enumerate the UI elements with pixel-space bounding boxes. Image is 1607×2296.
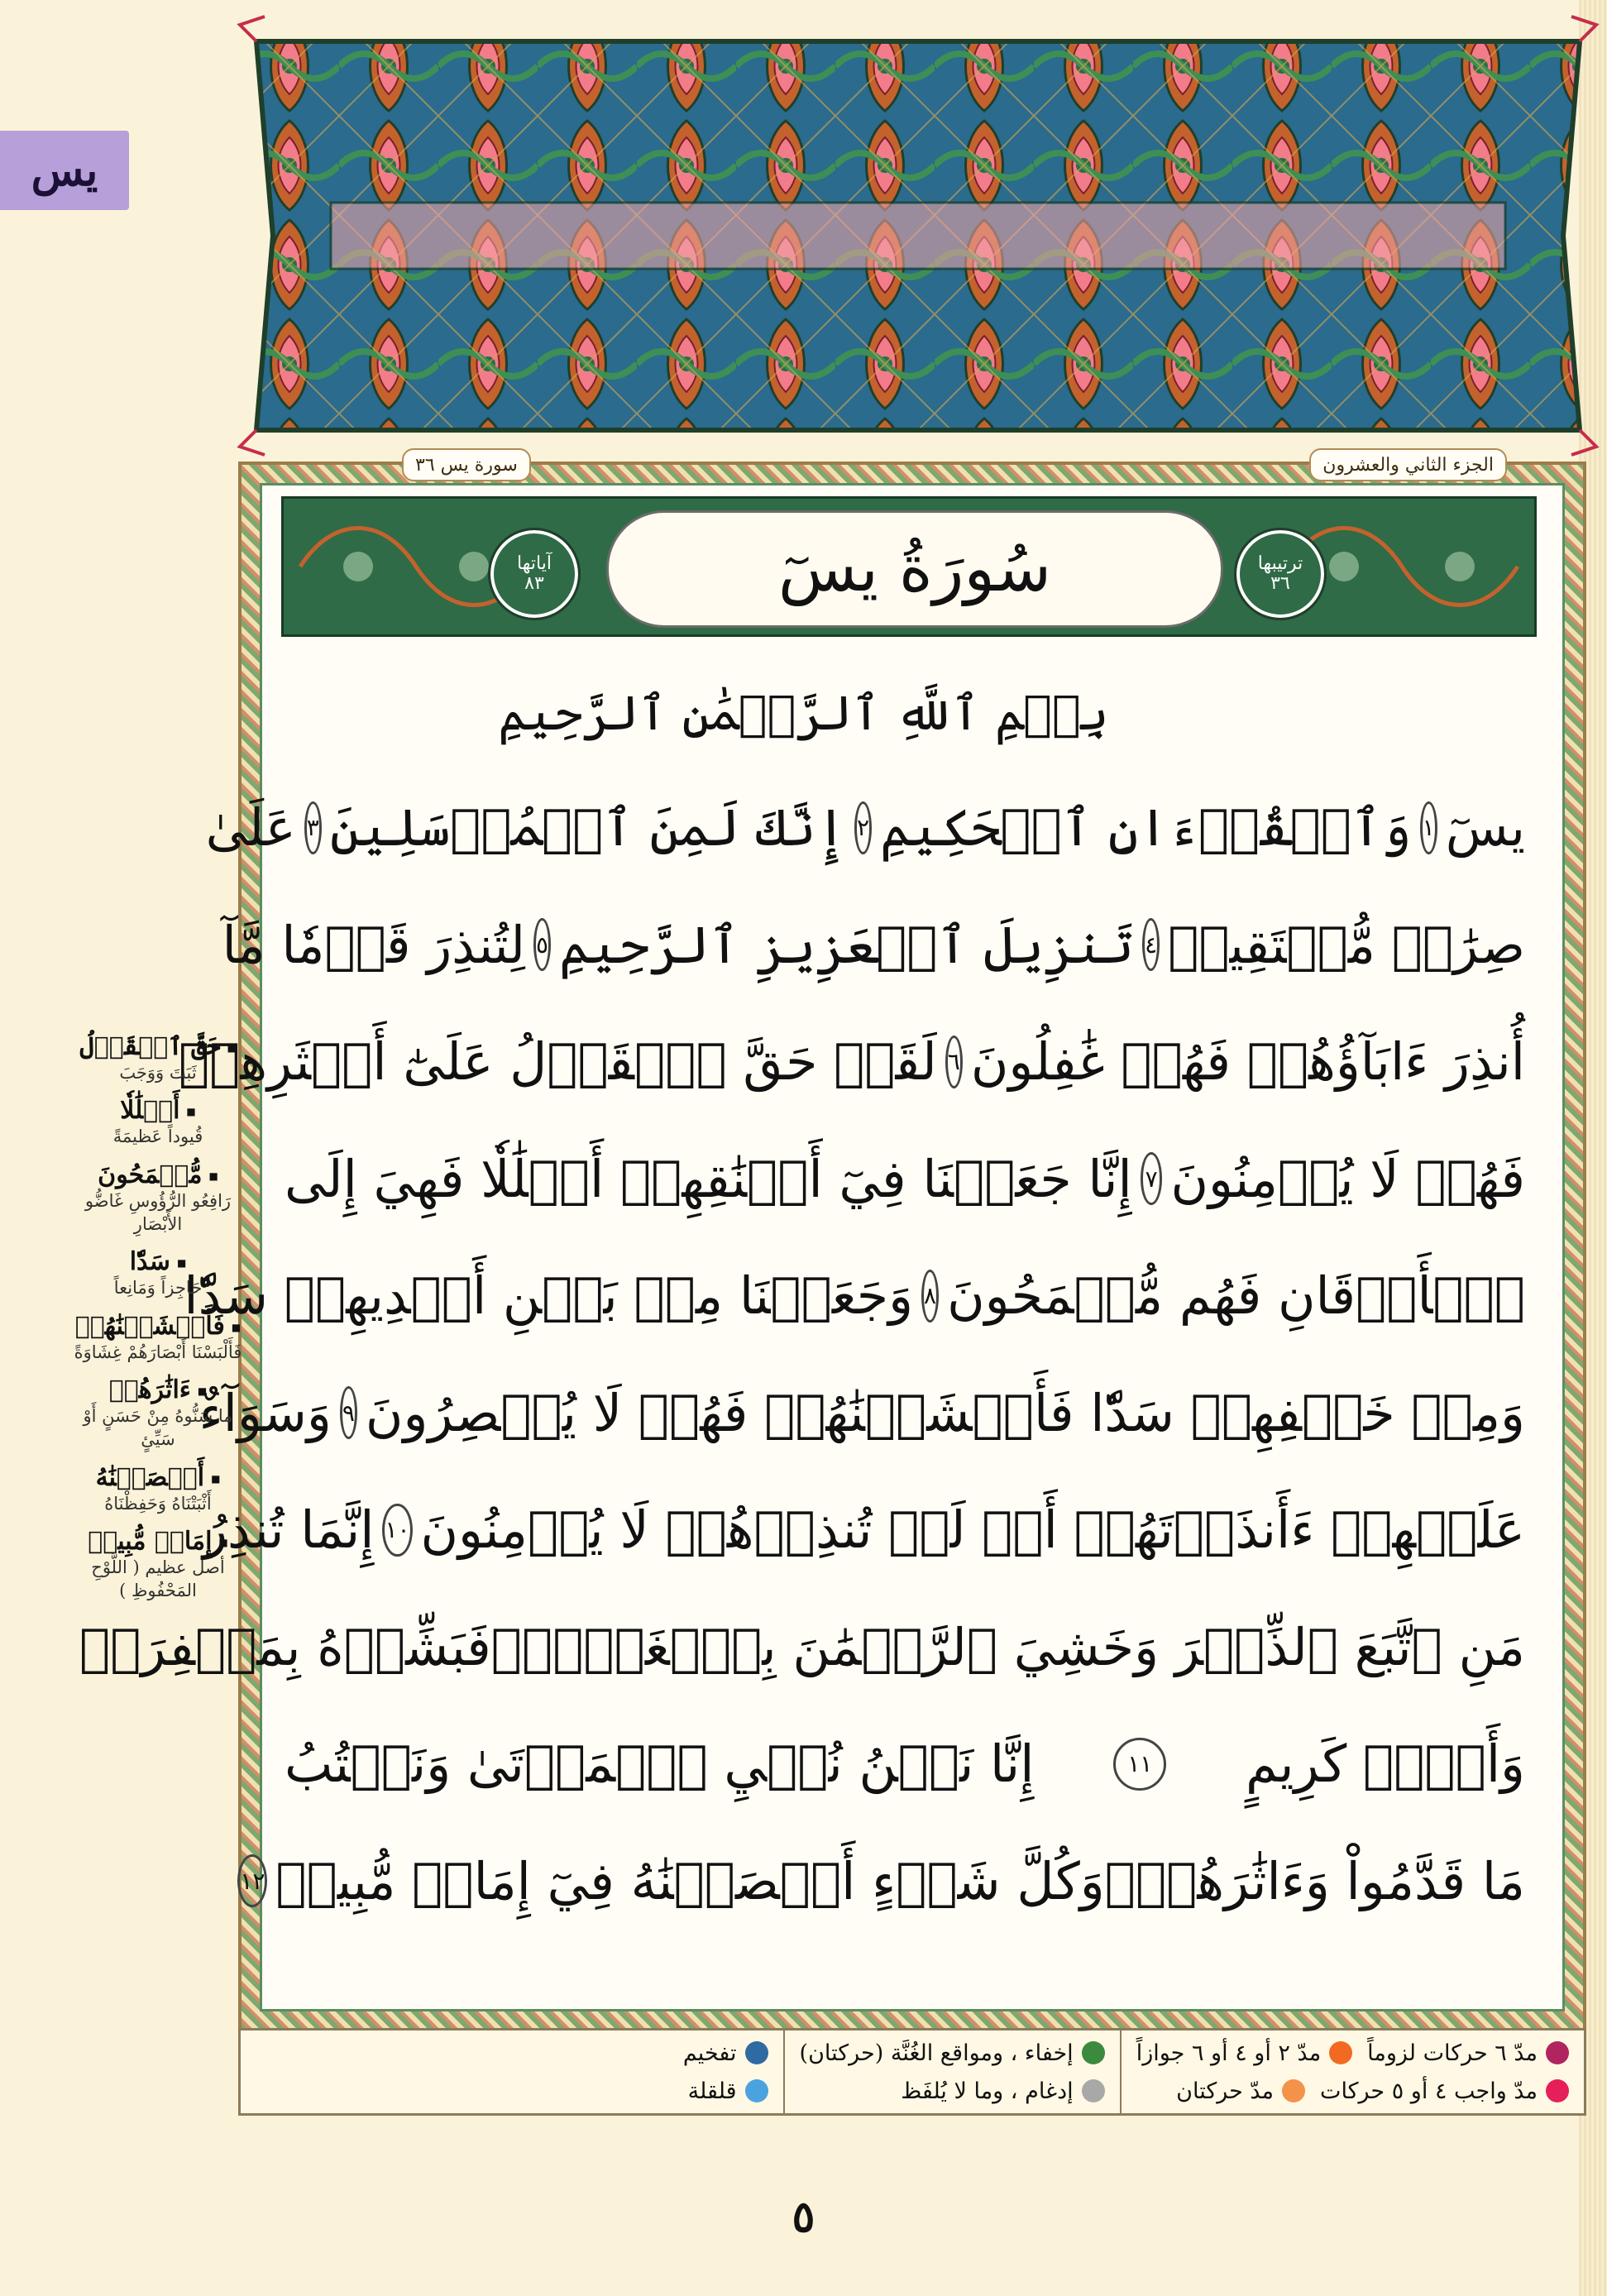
glossary-meaning: أصل عظيم ( اللَّوْحِ المَحْفُوظِ ): [91, 1557, 225, 1601]
verse-segment: وَسَوَآءٌ: [198, 1382, 332, 1443]
verse-line: [222, 887, 1525, 1004]
verse-segment: وَٱلۡقُرۡءَانِ ٱلۡحَكِيمِ: [880, 797, 1412, 859]
color-dot-icon: [1082, 2079, 1105, 2102]
verse-line: [285, 1705, 1525, 1823]
verse-segment: إِنَّا نَحۡنُ نُحۡيِ ٱلۡمَوۡتَىٰ وَنَكۡتُبُ: [285, 1734, 1035, 1795]
verse-line: [184, 1237, 1525, 1355]
verse-segment: يسٓ: [1445, 797, 1525, 859]
title-cartouche: [606, 510, 1223, 628]
glossary-entry: [66, 1096, 250, 1148]
legend-label: مدّ ٢ أو ٤ أو ٦ جوازاً: [1136, 2040, 1322, 2066]
verse-number-marker: ٧: [1141, 1152, 1163, 1205]
glossary-entry: [66, 1032, 250, 1084]
glossary-word: ■ أَحۡصَيۡنَٰهُ: [66, 1463, 250, 1492]
verse-segment: وَجَعَلۡنَا مِنۢ بَيۡنِ أَيۡدِيهِمۡ سَدّٗا: [184, 1265, 914, 1327]
color-dot-icon: [1546, 2079, 1569, 2102]
verse-line: [198, 1355, 1525, 1472]
verse-segment: فَبَشِّرۡهُ بِمَغۡفِرَةٖ: [79, 1616, 491, 1677]
glossary: [66, 1032, 250, 1614]
verse-number-marker: ٦: [945, 1036, 963, 1088]
glossary-word: ■ مُّقۡمَحُونَ: [66, 1160, 250, 1189]
verse-segment: عَلَيۡهِمۡ ءَأَنذَرۡتَهُمۡ أَمۡ لَمۡ تُنذِرۡهُمۡ لَا يُؤۡمِنُونَ: [420, 1500, 1525, 1561]
glossary-word: ■ فَأَغۡشَيۡنَٰهُمۡ: [66, 1312, 250, 1341]
color-dot-icon: [1082, 2041, 1105, 2064]
glossary-entry: [66, 1463, 250, 1515]
verse-number-marker: ١٠: [382, 1504, 412, 1557]
verse-segment: صِرَٰطٖ مُّسۡتَقِيمٖ: [1168, 914, 1525, 975]
sura-header: [281, 496, 1537, 637]
tajweed-legend: [238, 2028, 1586, 2116]
verse-segment: إِنَّا جَعَلۡنَا فِيٓ أَعۡنَٰقِهِمۡ أَغۡلَٰلٗا فَهِيَ إِلَى: [285, 1148, 1132, 1209]
verse-segment: إِنَّكَ لَمِنَ ٱلۡمُرۡسَلِينَ: [329, 797, 847, 859]
verse-segment: لِتُنذِرَ قَوۡمٗا مَّآ: [222, 914, 526, 975]
legend-row: [800, 2072, 1105, 2110]
color-dot-icon: [1329, 2041, 1352, 2064]
sura-order-medal: [1236, 530, 1324, 618]
legend-label: مدّ ٦ حركات لزوماً: [1367, 2040, 1538, 2066]
sura-tab[interactable]: يس: [0, 131, 129, 210]
glossary-meaning: فَأَلْبَسْنَا أَبْصَارَهُمْ غِشَاوَةً: [74, 1342, 242, 1362]
basmala: بِسۡمِ ٱللَّهِ ٱلرَّحۡمَٰنِ ٱلرَّحِيمِ: [498, 685, 1109, 741]
verse-segment: وَمِنۡ خَلۡفِهِمۡ سَدّٗا فَأَغۡشَيۡنَٰهُمۡ فَهُمۡ لَا يُبۡصِرُونَ: [365, 1382, 1525, 1443]
verse-segment: فَهُمۡ لَا يُؤۡمِنُونَ: [1170, 1148, 1525, 1209]
glossary-word: ■ ءَاثَٰرَهُمۡ: [66, 1375, 250, 1404]
verse-segment: مَا قَدَّمُواْ وَءَاثَٰرَهُمۡۚ: [1104, 1850, 1525, 1911]
legend-row: [800, 2034, 1105, 2072]
medal-value: ٣٦: [1270, 573, 1290, 594]
glossary-entry: [66, 1527, 250, 1603]
illumination-ornament: [240, 17, 1596, 455]
legend-item: [1320, 2078, 1569, 2104]
legend-item: [1136, 2040, 1352, 2066]
verse-segment: تَنزِيلَ ٱلۡعَزِيزِ ٱلرَّحِيمِ: [559, 914, 1135, 975]
verse-segment: لَقَدۡ حَقَّ ٱلۡقَوۡلُ عَلَىٰٓ أَكۡثَرِهِمۡ: [178, 1031, 937, 1093]
verse-segment: ٱلۡأَذۡقَانِ فَهُم مُّقۡمَحُونَ: [947, 1265, 1525, 1327]
glossary-word: ■ سَدّٗا: [66, 1247, 250, 1276]
verse-line: [178, 1003, 1525, 1121]
legend-row: [1136, 2072, 1569, 2110]
verse-number-marker: ٥: [533, 918, 551, 971]
medal-label: ترتيبها: [1257, 552, 1303, 574]
color-dot-icon: [1546, 2041, 1569, 2064]
legend-label: إخفاء ، ومواقع الغُنَّة (حركتان): [799, 2040, 1074, 2066]
medal-label: آياتها: [517, 552, 552, 574]
glossary-word: ■ حَقَّ ٱلۡقَوۡلُ: [66, 1032, 250, 1061]
legend-item: [1176, 2078, 1305, 2104]
verse-number-marker: ١٢: [237, 1854, 267, 1907]
legend-column: [783, 2031, 1120, 2113]
glossary-word: ■ إِمَامٖ مُّبِينٖ: [66, 1527, 250, 1556]
legend-row: [683, 2072, 768, 2110]
verse-number-marker: ١١: [1113, 1738, 1166, 1791]
verse-segment: وَكُلَّ شَيۡءٍ أَحۡصَيۡنَٰهُ فِيٓ إِمَامٖ مُّبِينٖ: [275, 1850, 1105, 1911]
legend-label: قلقلة: [687, 2078, 737, 2104]
glossary-meaning: ما سَنُّوهُ مِنْ حَسَنٍ أَوْ سَيِّئٍ: [83, 1406, 233, 1450]
legend-row: [1136, 2034, 1569, 2072]
verse-segment: مَنِ ٱتَّبَعَ ٱلذِّكۡرَ وَخَشِيَ ٱلرَّحۡمَٰنَ بِٱلۡغَيۡبِۖ: [490, 1616, 1525, 1677]
color-dot-icon: [1282, 2079, 1305, 2102]
sura-number-label: سورة يس ٣٦: [402, 448, 531, 481]
glossary-meaning: رَافِعُو الرُّؤُوسِ غَاضُّو الأَبْصَارِ: [84, 1190, 232, 1235]
legend-item: [800, 2040, 1105, 2066]
glossary-entry: [66, 1160, 250, 1236]
legend-label: مدّ واجب ٤ أو ٥ حركات: [1320, 2078, 1538, 2104]
legend-column: [1120, 2031, 1584, 2113]
page-number: ٥: [792, 2192, 815, 2242]
verse-segment: وَأَجۡرٖ كَرِيمٍ: [1246, 1734, 1525, 1795]
glossary-meaning: حَاجِزاً وَمَانِعاً: [113, 1278, 203, 1299]
verse-number-marker: ٢: [854, 801, 872, 854]
legend-column: [668, 2031, 783, 2113]
verse-number-marker: ٤: [1142, 918, 1160, 971]
legend-label: إدغام ، وما لا يُلفَظ: [901, 2078, 1074, 2104]
glossary-entry: [66, 1375, 250, 1452]
legend-item: [901, 2078, 1105, 2104]
legend-row: [683, 2034, 768, 2072]
verse-segment: إِنَّمَا تُنذِرُ: [203, 1500, 375, 1561]
glossary-meaning: قُيوداً عَظيمَةً: [112, 1126, 203, 1147]
legend-item: [683, 2040, 768, 2066]
verse-number-marker: ١: [1420, 801, 1437, 854]
color-dot-icon: [745, 2041, 768, 2064]
verse-count-medal: [490, 530, 578, 618]
verse-number-marker: ٣: [304, 801, 322, 854]
verse-segment: أُنذِرَ ءَابَآؤُهُمۡ فَهُمۡ غَٰفِلُونَ: [970, 1031, 1525, 1093]
legend-label: تفخيم: [682, 2040, 737, 2066]
verse-segment: عَلَىٰ: [205, 797, 296, 859]
legend-item: [1367, 2040, 1569, 2066]
glossary-word: ■ أَغۡلَٰلٗا: [66, 1096, 250, 1125]
verse-line: [79, 1589, 1525, 1706]
legend-item: [688, 2078, 768, 2104]
glossary-entry: [66, 1312, 250, 1364]
glossary-entry: [66, 1247, 250, 1299]
glossary-meaning: أَثْبَتْنَاهُ وَحَفِظْنَاهُ: [104, 1493, 212, 1514]
legend-label: مدّ حركتان: [1176, 2078, 1275, 2104]
verse-line: [205, 769, 1525, 887]
verse-line: [240, 1823, 1525, 1940]
verse-number-marker: ٩: [340, 1386, 357, 1439]
verse-line: [285, 1121, 1525, 1238]
sura-title: سُورَةُ يسٓ: [777, 532, 1052, 606]
verse-line: [203, 1471, 1525, 1589]
medal-value: ٨٣: [524, 573, 544, 594]
juz-label: الجزء الثاني والعشرون: [1309, 448, 1507, 481]
glossary-meaning: ثَبَتَ وَوَجَبَ: [119, 1063, 197, 1083]
color-dot-icon: [745, 2079, 768, 2102]
verse-number-marker: ٨: [921, 1270, 939, 1323]
